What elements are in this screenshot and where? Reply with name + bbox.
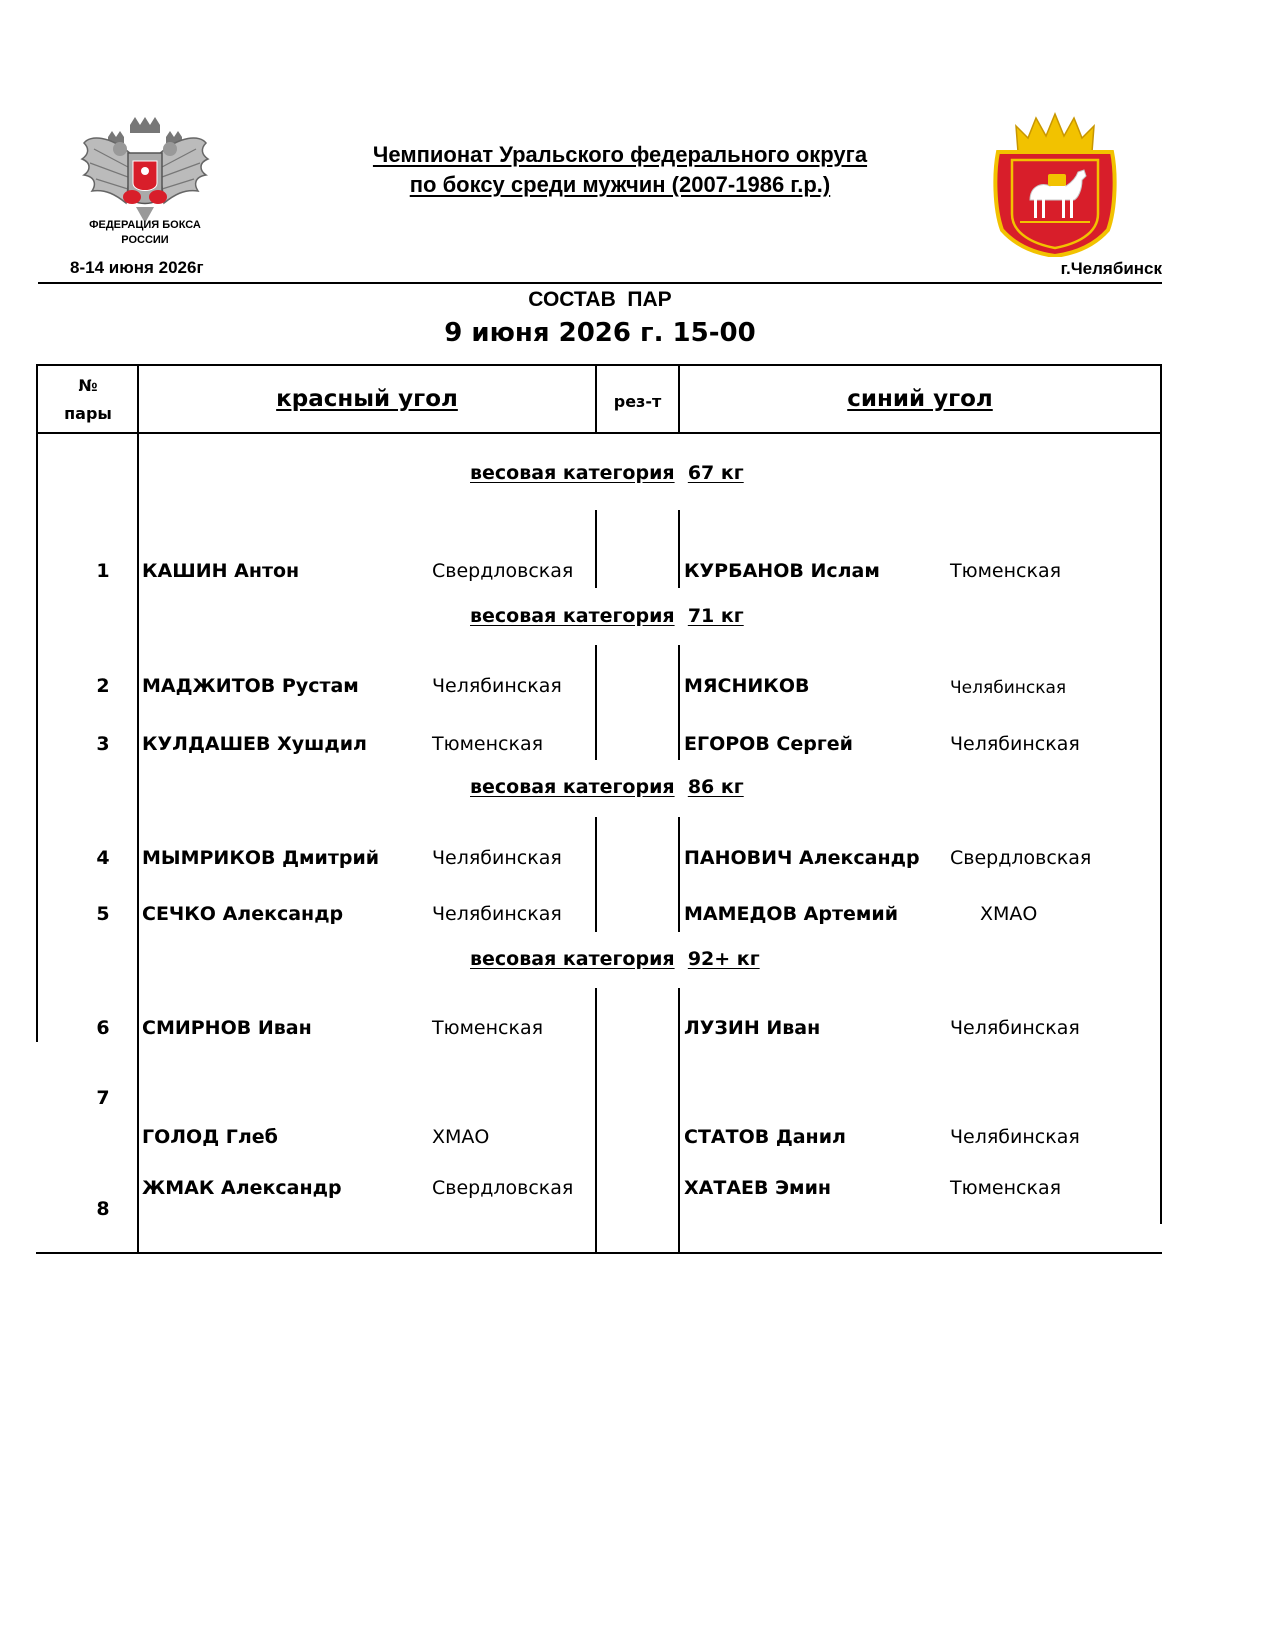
chelyabinsk-coat-of-arms	[990, 112, 1120, 257]
red-boxer-region: Челябинская	[432, 675, 562, 697]
blue-boxer-name: ПАНОВИЧ Александр	[684, 847, 920, 869]
weight-category-label: весовая категория	[470, 605, 675, 627]
table-body-right-border	[1160, 432, 1162, 1224]
blue-boxer-region: Свердловская	[950, 847, 1092, 869]
red-boxer-region: Тюменская	[432, 733, 544, 755]
weight-category-label: весовая категория	[470, 776, 675, 798]
header-divider	[38, 282, 1162, 284]
col-blue-corner-header: синий угол	[847, 386, 993, 412]
red-boxer-region: Челябинская	[432, 903, 562, 925]
bout-number: 3	[96, 733, 110, 755]
championship-title-line1: Чемпионат Уральского федерального округа	[372, 142, 868, 167]
weight-category-header	[470, 776, 744, 798]
red-boxer-region: Свердловская	[432, 1177, 574, 1199]
blue-boxer-region: Тюменская	[950, 560, 1062, 582]
bout-number: 6	[96, 1017, 110, 1039]
table-top-border	[36, 364, 1162, 366]
table-left-border	[36, 364, 38, 434]
blue-boxer-region: Челябинская	[950, 1126, 1080, 1148]
red-boxer-name: ЖМАК Александр	[142, 1177, 342, 1199]
bout-number: 4	[96, 847, 110, 869]
red-boxer-name: МЫМРИКОВ Дмитрий	[142, 847, 380, 869]
boxing-federation-logo	[70, 115, 220, 255]
weight-category-label: весовая категория	[470, 948, 675, 970]
weight-category-header	[470, 605, 744, 627]
result-cell-border-right	[678, 645, 680, 760]
pairs-heading: СОСТАВ ПАР	[528, 288, 672, 311]
result-cell-border-right	[678, 817, 680, 932]
bout-number: 5	[96, 903, 110, 925]
red-boxer-region: Свердловская	[432, 560, 574, 582]
col-num-separator	[137, 364, 139, 1254]
federation-name-line2: РОССИИ	[121, 234, 169, 246]
blue-boxer-region: ХМАО	[980, 903, 1038, 925]
blue-boxer-region: Тюменская	[950, 1177, 1062, 1199]
event-dates: 8-14 июня 2026г	[70, 258, 204, 277]
weight-category-value: 71 кг	[687, 605, 744, 627]
blue-boxer-region: Челябинская	[950, 678, 1067, 698]
bout-number: 8	[96, 1198, 110, 1220]
result-cell-border-left	[595, 645, 597, 760]
blue-boxer-name: ЕГОРОВ Сергей	[684, 733, 853, 755]
weight-category-value: 67 кг	[687, 462, 744, 484]
col-num-header-symbol: №	[78, 376, 98, 395]
blue-boxer-name: ХАТАЕВ Эмин	[684, 1177, 832, 1199]
weight-category-value: 92+ кг	[687, 948, 760, 970]
bout-number: 2	[96, 675, 110, 697]
red-boxer-name: КУЛДАШЕВ Хушдил	[142, 733, 367, 755]
federation-name-line1: ФЕДЕРАЦИЯ БОКСА	[89, 219, 201, 231]
result-cell-border-left	[595, 988, 597, 1254]
event-city: г.Челябинск	[1060, 259, 1162, 278]
col-result-header: рез-т	[613, 392, 662, 411]
red-boxer-name: МАДЖИТОВ Рустам	[142, 675, 359, 697]
red-boxer-name: ГОЛОД Глеб	[142, 1126, 278, 1148]
eagle-icon	[70, 115, 220, 225]
table-header-bottom	[36, 432, 1162, 434]
col-red-corner-header: красный угол	[276, 386, 458, 412]
blue-boxer-name: СТАТОВ Данил	[684, 1126, 846, 1148]
weight-category-value: 86 кг	[687, 776, 744, 798]
blue-boxer-region: Челябинская	[950, 1017, 1080, 1039]
blue-boxer-name: КУРБАНОВ Ислам	[684, 560, 880, 582]
blue-boxer-name: ЛУЗИН Иван	[684, 1017, 821, 1039]
session-datetime: 9 июня 2026 г. 15-00	[444, 318, 756, 348]
bout-number: 1	[96, 560, 110, 582]
table-right-border	[1160, 364, 1162, 434]
table-body-left-border	[36, 432, 38, 1042]
weight-category-header	[470, 462, 744, 484]
red-boxer-name: СМИРНОВ Иван	[142, 1017, 312, 1039]
blue-boxer-name: МЯСНИКОВ	[684, 675, 810, 697]
red-boxer-region: ХМАО	[432, 1126, 490, 1148]
weight-category-label: весовая категория	[470, 462, 675, 484]
camel-coat-of-arms-icon	[990, 112, 1120, 257]
result-cell-border-right	[678, 988, 680, 1254]
bout-number: 7	[96, 1087, 110, 1109]
result-cell-border-right	[678, 510, 680, 588]
blue-boxer-region: Челябинская	[950, 733, 1080, 755]
blue-boxer-name: МАМЕДОВ Артемий	[684, 903, 899, 925]
red-boxer-region: Тюменская	[432, 1017, 544, 1039]
red-boxer-name: КАШИН Антон	[142, 560, 300, 582]
championship-title-line2: по боксу среди мужчин (2007-1986 г.р.)	[409, 172, 831, 197]
result-cell-border-left	[595, 817, 597, 932]
col-num-header-label: пары	[64, 404, 112, 423]
result-cell-border-left	[595, 510, 597, 588]
table-bottom-border	[36, 1252, 1162, 1254]
weight-category-header	[470, 948, 760, 970]
red-boxer-region: Челябинская	[432, 847, 562, 869]
red-boxer-name: СЕЧКО Александр	[142, 903, 344, 925]
